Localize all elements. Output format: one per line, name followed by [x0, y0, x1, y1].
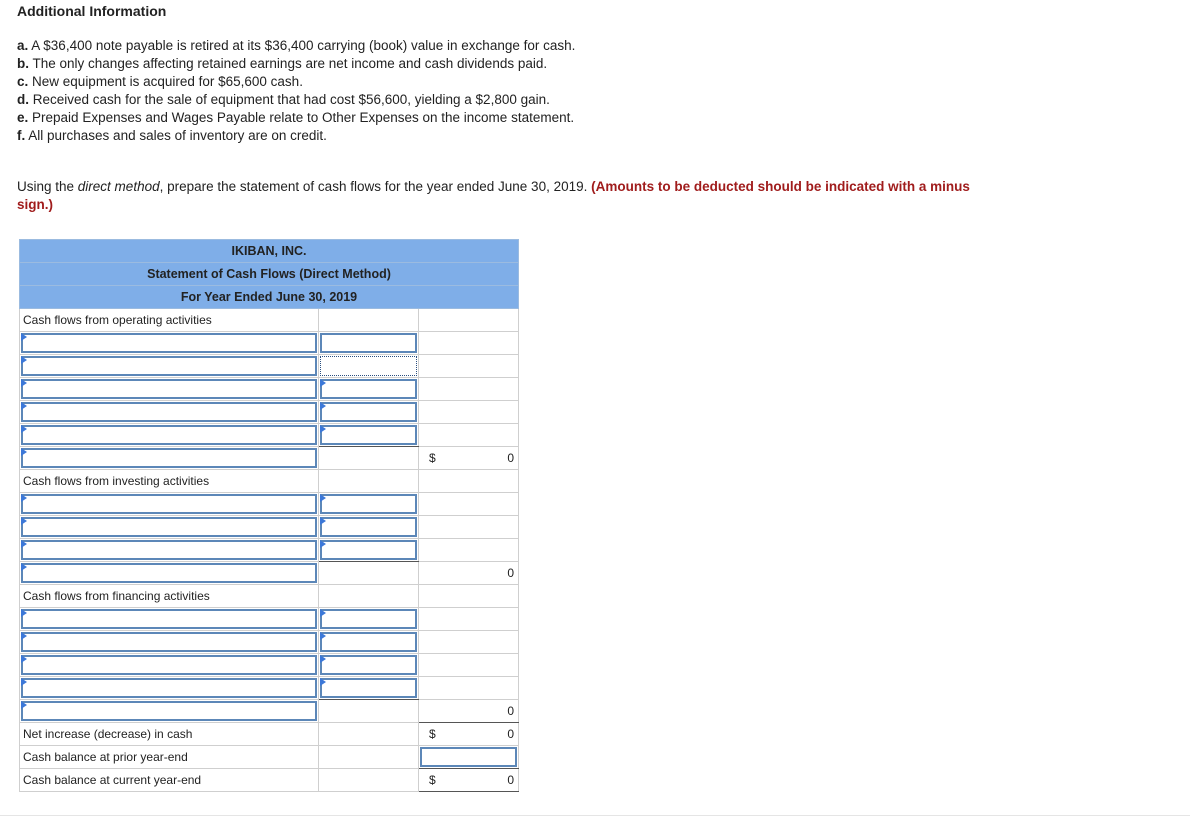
dropdown-arrow-icon[interactable] — [320, 609, 326, 617]
investing-amount-input[interactable] — [319, 493, 419, 516]
operating-amount-input[interactable] — [319, 378, 419, 401]
dropdown-box[interactable] — [21, 379, 317, 399]
operating-section-label: Cash flows from operating activities — [20, 309, 319, 332]
input-box[interactable] — [420, 747, 517, 767]
dropdown-box[interactable] — [21, 425, 317, 445]
dropdown-arrow-icon[interactable] — [320, 632, 326, 640]
dropdown-arrow-icon[interactable] — [320, 517, 326, 525]
instruction-pre: Using the — [17, 179, 78, 194]
operating-total-cell — [419, 447, 519, 470]
financing-amount-input[interactable] — [319, 654, 419, 677]
dropdown-arrow-icon[interactable] — [320, 379, 326, 387]
info-letter: e. — [17, 110, 29, 125]
dropdown-box[interactable] — [21, 701, 317, 721]
currency-symbol: $ — [429, 773, 436, 787]
operating-line-item-dropdown[interactable] — [20, 378, 319, 401]
operating-amount-input[interactable] — [319, 332, 419, 355]
dropdown-arrow-icon[interactable] — [320, 425, 326, 433]
currency-symbol: $ — [429, 451, 436, 465]
dropdown-arrow-icon[interactable] — [320, 540, 326, 548]
investing-total-label-dropdown[interactable] — [20, 562, 319, 585]
dropdown-arrow-icon[interactable] — [320, 494, 326, 502]
dropdown-box[interactable] — [21, 402, 317, 422]
dropdown-box[interactable] — [21, 632, 317, 652]
net-change-label: Net increase (decrease) in cash — [20, 723, 319, 746]
statement-title: Statement of Cash Flows (Direct Method) — [20, 263, 519, 286]
dropdown-arrow-icon[interactable] — [21, 563, 27, 571]
info-text: All purchases and sales of inventory are on credit. — [28, 128, 327, 143]
dropdown-arrow-icon[interactable] — [21, 540, 27, 548]
operating-line-item-dropdown[interactable] — [20, 355, 319, 378]
dropdown-arrow-icon[interactable] — [21, 402, 27, 410]
section-heading: Additional Information — [17, 3, 167, 19]
info-item — [17, 91, 575, 109]
current-balance-cell — [419, 769, 519, 792]
investing-line-item-dropdown[interactable] — [20, 516, 319, 539]
info-letter: d. — [17, 92, 29, 107]
instruction-post: , prepare the statement of cash flows for the year ended June 30, 2019. — [159, 179, 592, 194]
operating-line-item-dropdown[interactable] — [20, 332, 319, 355]
input-box[interactable] — [320, 379, 417, 399]
statement-period: For Year Ended June 30, 2019 — [20, 286, 519, 309]
info-text: New equipment is acquired for $65,600 cash. — [32, 74, 303, 89]
input-box[interactable] — [320, 678, 417, 698]
financing-total-value: 0 — [507, 704, 514, 718]
instruction-emphasis: direct method — [77, 179, 160, 194]
dropdown-box[interactable] — [21, 655, 317, 675]
dropdown-box[interactable] — [21, 494, 317, 514]
info-text: The only changes affecting retained earnings are net income and cash dividends paid. — [32, 56, 548, 71]
operating-total-label-dropdown[interactable] — [20, 447, 319, 470]
investing-total-cell — [419, 562, 519, 585]
input-box[interactable] — [320, 402, 417, 422]
info-item — [17, 73, 575, 91]
financing-amount-input[interactable] — [319, 631, 419, 654]
dropdown-box[interactable] — [21, 517, 317, 537]
info-letter: a. — [17, 38, 29, 53]
input-box[interactable] — [320, 333, 417, 353]
input-box[interactable] — [320, 632, 417, 652]
net-change-cell — [419, 723, 519, 746]
prior-balance-input[interactable] — [419, 746, 519, 769]
net-change-value: 0 — [507, 727, 514, 741]
financing-amount-input[interactable] — [319, 677, 419, 700]
input-box[interactable] — [320, 540, 417, 560]
info-item — [17, 37, 575, 55]
dropdown-box[interactable] — [21, 609, 317, 629]
additional-info-list — [17, 37, 575, 145]
info-item — [17, 127, 575, 145]
dropdown-arrow-icon[interactable] — [21, 425, 27, 433]
dropdown-box[interactable] — [21, 563, 317, 583]
financing-line-item-dropdown[interactable] — [20, 631, 319, 654]
info-letter: b. — [17, 56, 29, 71]
company-name: IKIBAN, INC. — [20, 240, 519, 263]
operating-amount-input[interactable] — [319, 424, 419, 447]
operating-total-value: 0 — [507, 451, 514, 465]
info-text: Received cash for the sale of equipment that had cost $56,600, yielding a $2,800 gain. — [32, 92, 550, 107]
instructions — [17, 178, 977, 214]
investing-line-item-dropdown[interactable] — [20, 493, 319, 516]
investing-total-value: 0 — [507, 566, 514, 580]
currency-symbol: $ — [429, 727, 436, 741]
dropdown-arrow-icon[interactable] — [21, 517, 27, 525]
investing-amount-input[interactable] — [319, 539, 419, 562]
dropdown-box[interactable] — [21, 540, 317, 560]
info-text: A $36,400 note payable is retired at its $36,400 carrying (book) value in exchange for cash. — [31, 38, 576, 53]
dropdown-box[interactable] — [21, 448, 317, 468]
focused-input-box[interactable] — [320, 356, 417, 376]
dropdown-arrow-icon[interactable] — [320, 402, 326, 410]
financing-total-cell — [419, 700, 519, 723]
operating-amount-input[interactable] — [319, 401, 419, 424]
dropdown-box[interactable] — [21, 333, 317, 353]
current-balance-value: 0 — [507, 773, 514, 787]
dropdown-arrow-icon[interactable] — [21, 494, 27, 502]
operating-line-item-dropdown[interactable] — [20, 424, 319, 447]
input-box[interactable] — [320, 494, 417, 514]
input-box[interactable] — [320, 609, 417, 629]
dropdown-arrow-icon[interactable] — [21, 379, 27, 387]
financing-total-label-dropdown[interactable] — [20, 700, 319, 723]
input-box[interactable] — [320, 655, 417, 675]
info-item — [17, 55, 575, 73]
financing-section-label: Cash flows from financing activities — [20, 585, 319, 608]
investing-amount-input[interactable] — [319, 516, 419, 539]
prior-balance-label: Cash balance at prior year-end — [20, 746, 319, 769]
dropdown-arrow-icon[interactable] — [21, 632, 27, 640]
current-balance-label: Cash balance at current year-end — [20, 769, 319, 792]
dropdown-arrow-icon[interactable] — [21, 448, 27, 456]
info-letter: c. — [17, 74, 29, 89]
investing-line-item-dropdown[interactable] — [20, 539, 319, 562]
dropdown-arrow-icon[interactable] — [320, 655, 326, 663]
financing-line-item-dropdown[interactable] — [20, 608, 319, 631]
info-letter: f. — [17, 128, 26, 143]
dropdown-box[interactable] — [21, 356, 317, 376]
dropdown-arrow-icon[interactable] — [21, 678, 27, 686]
financing-amount-input[interactable] — [319, 608, 419, 631]
dropdown-arrow-icon[interactable] — [320, 678, 326, 686]
input-box[interactable] — [320, 517, 417, 537]
bottom-divider — [0, 815, 1190, 816]
operating-line-item-dropdown[interactable] — [20, 401, 319, 424]
cash-flow-statement-table — [19, 239, 519, 792]
info-text: Prepaid Expenses and Wages Payable relate to Other Expenses on the income statement. — [32, 110, 575, 125]
financing-line-item-dropdown[interactable] — [20, 677, 319, 700]
dropdown-arrow-icon[interactable] — [21, 701, 27, 709]
dropdown-arrow-icon[interactable] — [21, 609, 27, 617]
input-box[interactable] — [320, 425, 417, 445]
financing-line-item-dropdown[interactable] — [20, 654, 319, 677]
investing-section-label: Cash flows from investing activities — [20, 470, 319, 493]
dropdown-arrow-icon[interactable] — [21, 356, 27, 364]
info-item — [17, 109, 575, 127]
dropdown-box[interactable] — [21, 678, 317, 698]
dropdown-arrow-icon[interactable] — [21, 333, 27, 341]
instruction-warning: (Amounts to be deducted should be indicated with a minus sign.) — [17, 179, 970, 212]
dropdown-arrow-icon[interactable] — [21, 655, 27, 663]
operating-amount-input[interactable] — [319, 355, 419, 378]
